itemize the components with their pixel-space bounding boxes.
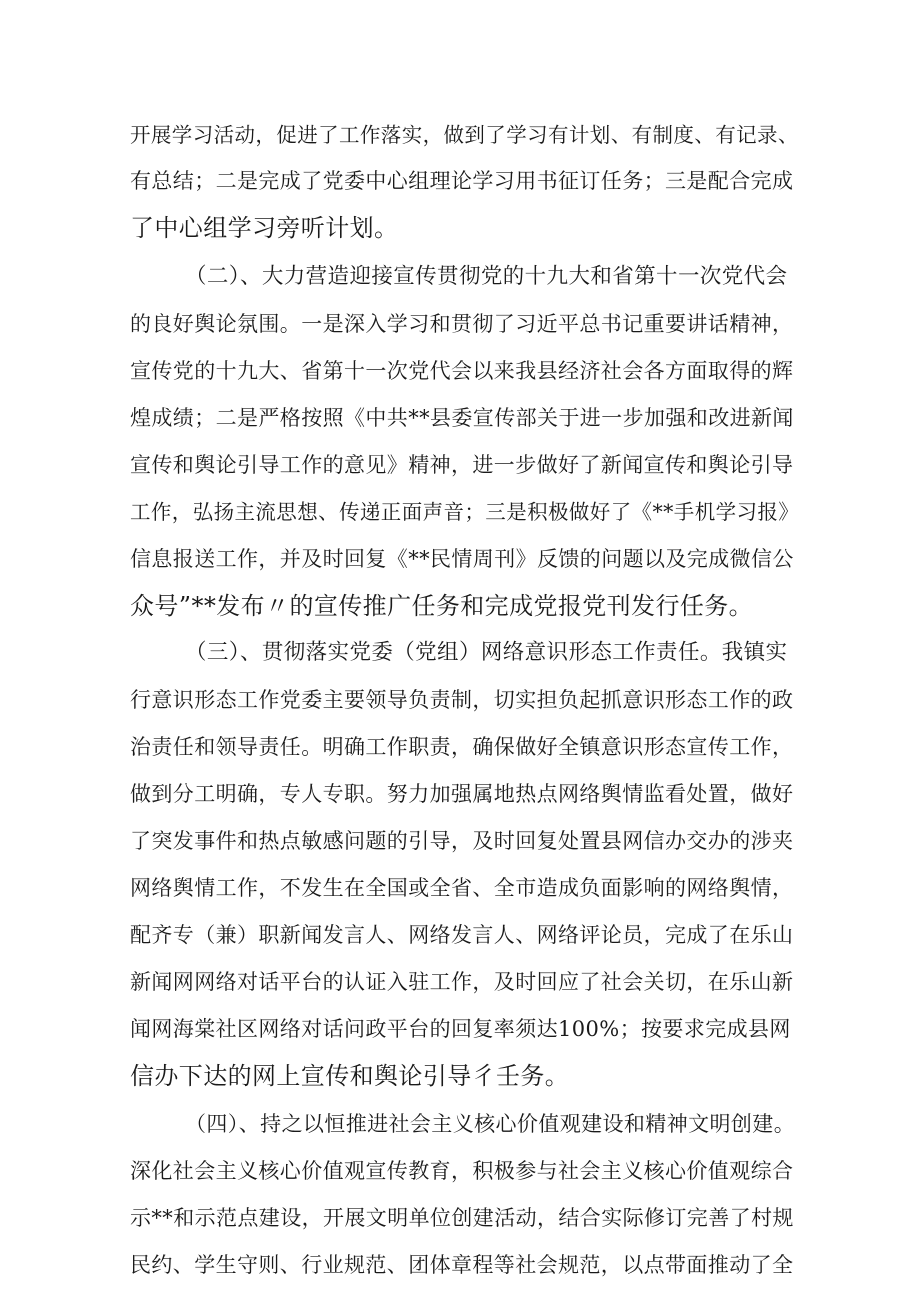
section-heading-line: （三）、贯彻落实党委（党组）网络意识形态工作责任。我镇实: [185, 640, 788, 665]
text-line: 了突发事件和热点敏感问题的引导，及时回复处置县网信办交办的涉夹: [130, 829, 794, 853]
text-line: 众号”**发布〃的宣传推广任务和完成党报党刊发行任务。: [130, 592, 754, 620]
text-line: 行意识形态工作党委主要领导负责制，切实担负起抓意识形态工作的政: [130, 688, 794, 712]
text-line: 信办下达的网上宣传和舆论引导彳壬务。: [130, 1062, 570, 1090]
text-line: 信息报送工作，并及时回复《**民情周刊》反馈的问题以及完成微信公: [130, 547, 794, 571]
text-line: 有总结；二是完成了党委中心组理论学习用书征订任务；三是配合完成: [130, 169, 794, 193]
text-line: 闻网海棠社区网络对话问政平台的回复率须达100%；按要求完成县网: [130, 1017, 791, 1041]
text-line: 煌成绩；二是严格按照《中共**县委宣传部关于进一步加强和改进新闻: [130, 406, 794, 430]
text-line: 民约、学生守则、行业规范、团体章程等社会规范，以点带面推动了全: [130, 1253, 794, 1277]
text-line: 新闻网网络对话平台的认证入驻工作，及时回应了社会关切，在乐山新: [130, 970, 794, 994]
text-line: 宣传党的十九大、省第十一次党代会以来我县经济社会各方面取得的辉: [130, 359, 794, 383]
section-heading-line: （二）、大力营造迎接宣传贯彻党的十九大和省第十一次党代会: [185, 264, 788, 289]
text-line: 工作，弘扬主流思想、传递正面声音；三是积极做好了《**手机学习报》: [130, 500, 800, 524]
text-line: 做到分工明确，专人专职。努力加强属地热点网络舆情监看处置，做好: [130, 782, 794, 806]
text-line: 开展学习活动，促进了工作落实，做到了学习有计划、有制度、有记录、: [130, 123, 799, 147]
text-line: 示**和示范点建设，开展文明单位创建活动，结合实际修订完善了村规: [130, 1206, 794, 1230]
text-line: 网络舆情工作，不发生在全国或全省、全市造成负面影响的网络舆情，: [130, 876, 794, 900]
text-line: 深化社会主义核心价值观宣传教育，积极参与社会主义核心价值观综合: [130, 1159, 794, 1183]
text-line: 治责任和领导责任。明确工作职责，确保做好全镇意识形态宣传工作，: [130, 735, 794, 759]
text-line: 的良好舆论氛围。一是深入学习和贯彻了习近平总书记重要讲话精神，: [130, 312, 794, 336]
section-heading-line: （四）、持之以恒推进社会主义核心价值观建设和精神文明创建。: [185, 1112, 796, 1136]
text-line: 配齐专（兼）职新闻发言人、网络发言人、网络评论员，完成了在乐山: [130, 923, 794, 947]
text-line: 宣传和舆论引导工作的意见》精神，进一步做好了新闻宣传和舆论引导: [130, 453, 794, 477]
text-line: 了中心组学习旁听计划。: [130, 214, 399, 242]
